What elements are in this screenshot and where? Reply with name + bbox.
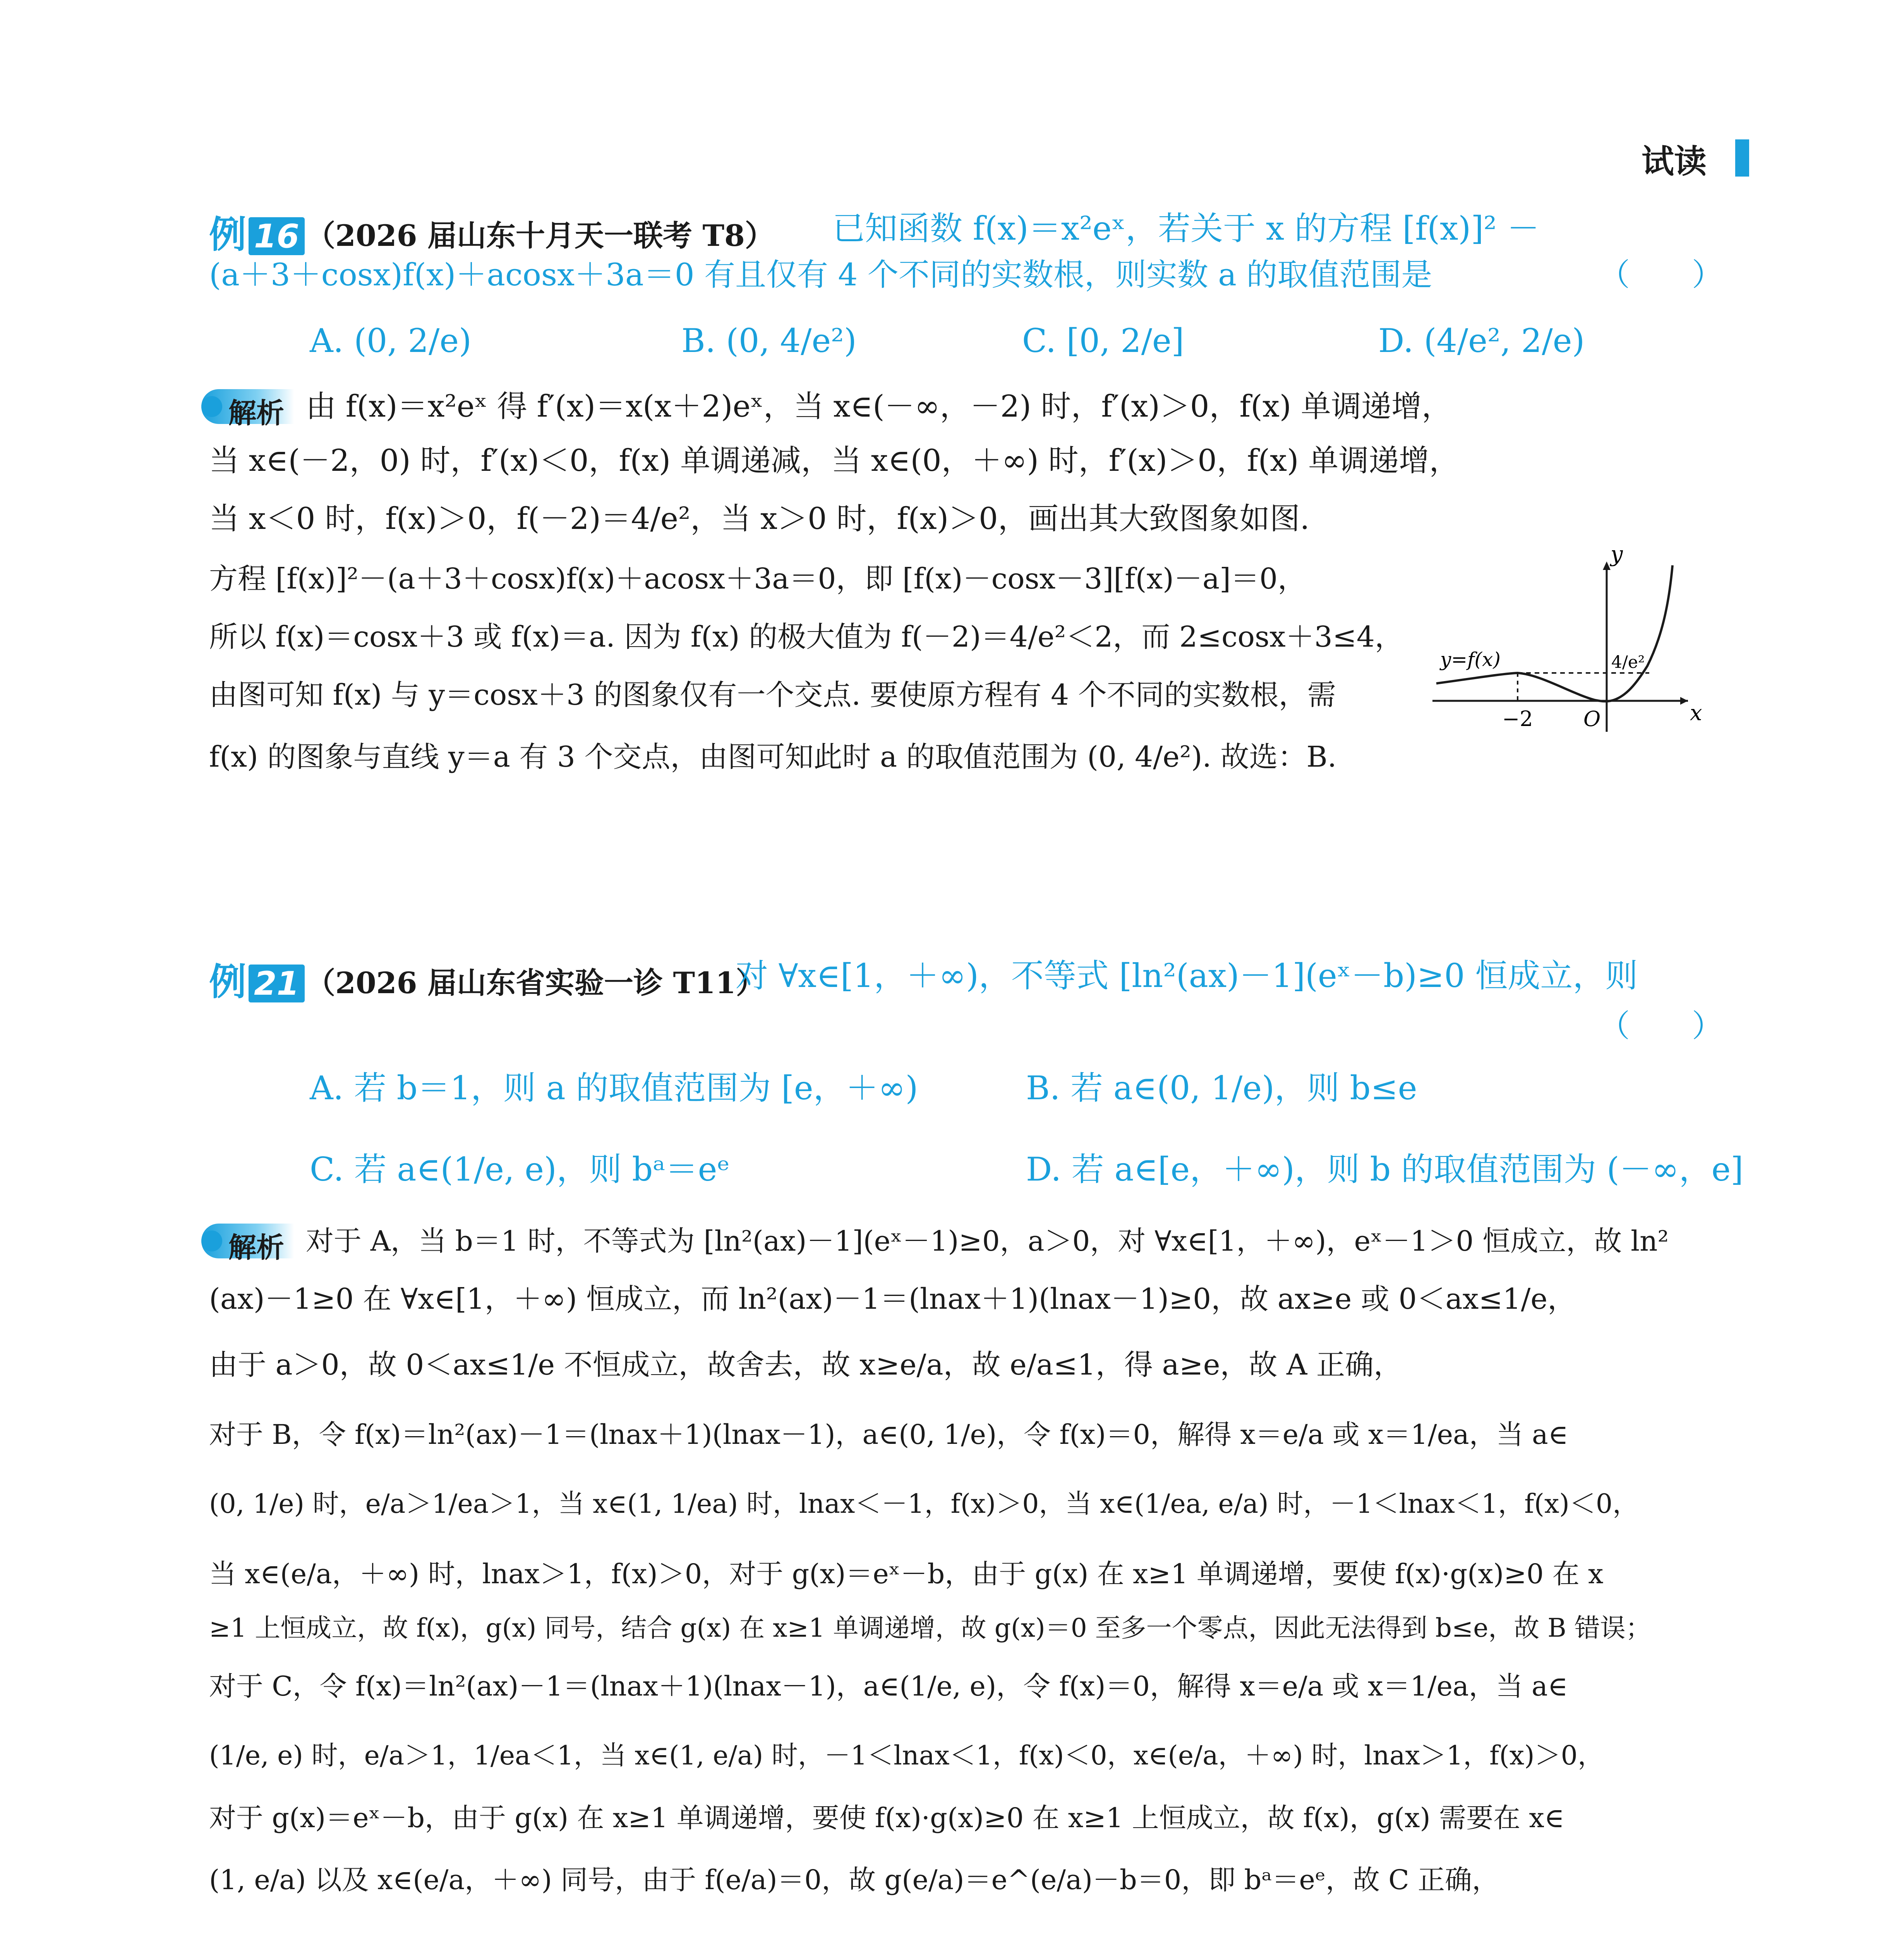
solution-badge-label: 解析 xyxy=(228,1231,285,1264)
ex21-solution-line: (ax)－1≥0 在 ∀x∈[1，＋∞) 恒成立，而 ln²(ax)－1＝(lnax＋1)(lnax－1)≥0，故 ax≥e 或 0＜ax≤1/e， xyxy=(209,1282,1576,1316)
graph-neg2-label: −2 xyxy=(1502,707,1533,731)
example-label: 例 xyxy=(209,960,246,1004)
example-21-tag xyxy=(209,953,305,1006)
example-16-stem-line1: 已知函数 f(x)＝x²eˣ，若关于 x 的方程 [f(x)]² － xyxy=(832,209,1540,247)
example-16-option-a: A. (0, 2/e) xyxy=(310,322,472,360)
ex16-solution-line: 当 x＜0 时，f(x)＞0，f(－2)＝4/e²，当 x＞0 时，f(x)＞0，画出其大致图象如图. xyxy=(209,501,1310,536)
graph-origin-label: O xyxy=(1583,707,1601,731)
solution-badge-16 xyxy=(201,389,294,429)
example-16-source: （2026 届山东十月天一联考 T8） xyxy=(306,218,774,253)
example-21-source: （2026 届山东省实验一诊 T11） xyxy=(306,966,765,1000)
example-number: 16 xyxy=(249,217,305,255)
ex21-solution-line: (1, e/a) 以及 x∈(e/a，＋∞) 同号，由于 f(e/a)＝0，故 g(e/a)＝e^(e/a)－b＝0，即 bᵃ＝eᵉ，故 C 正确， xyxy=(209,1864,1499,1896)
example-16-tag xyxy=(209,205,305,258)
ex16-solution-line: f(x) 的图象与直线 y＝a 有 3 个交点，由图可知此时 a 的取值范围为 (0, 4/e²). 故选：B. xyxy=(209,740,1337,774)
ex21-solution-line: 对于 B，令 f(x)＝ln²(ax)－1＝(lnax＋1)(lnax－1)，a∈(0, 1/e)，令 f(x)＝0，解得 x＝e/a 或 x＝1/ea，当 a∈ xyxy=(209,1419,1568,1450)
graph-y-label: y xyxy=(1611,550,1623,567)
ex16-solution-line: 由图可知 f(x) 与 y＝cosx＋3 的图象仅有一个交点. 要使原方程有 4 个不同的实数根，需 xyxy=(209,678,1336,712)
example-21-option-a: A. 若 b＝1，则 a 的取值范围为 [e，＋∞) xyxy=(310,1069,918,1107)
badge-dot xyxy=(201,1231,222,1251)
example-16-answer-bracket: （ ） xyxy=(1599,257,1723,293)
ex21-solution-line: 当 x∈(e/a，＋∞) 时，lnax＞1，f(x)＞0，对于 g(x)＝eˣ－b，由于 g(x) 在 x≥1 单调递增，要使 f(x)·g(x)≥0 在 x xyxy=(209,1558,1604,1590)
ex21-solution-line: 对于 g(x)＝eˣ－b，由于 g(x) 在 x≥1 单调递增，要使 f(x)·g(x)≥0 在 x≥1 上恒成立，故 f(x)，g(x) 需要在 x∈ xyxy=(209,1802,1564,1834)
y-axis-arrow xyxy=(1603,561,1611,570)
ex16-solution-line: 由 f(x)＝x²eˣ 得 f′(x)＝x(x＋2)eˣ，当 x∈(－∞，－2) 时，f′(x)＞0，f(x) 单调递增， xyxy=(306,389,1452,424)
graph-x-label: x xyxy=(1690,700,1702,726)
ex16-solution-line: 当 x∈(－2，0) 时，f′(x)＜0，f(x) 单调递减，当 x∈(0，＋∞) 时，f′(x)＞0，f(x) 单调递增， xyxy=(209,443,1460,478)
graph-peak-label: 4/e² xyxy=(1611,652,1645,672)
ex21-solution-line: (0, 1/e) 时，e/a＞1/ea＞1，当 x∈(1, 1/ea) 时，lnax＜－1，f(x)＞0，当 x∈(1/ea, e/a) 时，－1＜lnax＜1，f(x)＜0， xyxy=(209,1489,1639,1519)
x-axis-arrow xyxy=(1680,697,1688,705)
ex16-solution-line: 方程 [f(x)]²－(a＋3＋cosx)f(x)＋acosx＋3a＝0，即 [f(x)－cosx－3][f(x)－a]＝0， xyxy=(209,562,1307,596)
graph-curve-label: y=f(x) xyxy=(1440,648,1501,671)
ex21-solution-line: 对于 A，当 b＝1 时，不等式为 [ln²(ax)－1](eˣ－1)≥0，a＞0，对 ∀x∈[1，＋∞)，eˣ－1＞0 恒成立，故 ln² xyxy=(306,1225,1669,1257)
ex16-solution-line: 所以 f(x)＝cosx＋3 或 f(x)＝a. 因为 f(x) 的极大值为 f(－2)＝4/e²＜2，而 2≤cosx＋3≤4， xyxy=(209,620,1403,654)
example-16-option-b: B. (0, 4/e²) xyxy=(681,322,857,360)
solution-badge-21 xyxy=(201,1224,294,1264)
example-16-stem-line2: (a＋3＋cosx)f(x)＋acosx＋3a＝0 有且仅有 4 个不同的实数根，则实数 a 的取值范围是 xyxy=(209,257,1432,293)
ex21-solution-line: (1/e, e) 时，e/a＞1，1/ea＜1，当 x∈(1, e/a) 时，－1＜lnax＜1，f(x)＜0，x∈(e/a，＋∞) 时，lnax＞1，f(x)＞0， xyxy=(209,1740,1604,1771)
example-21-answer-bracket: （ ） xyxy=(1599,1008,1723,1044)
function-graph xyxy=(1432,550,1719,736)
example-21-stem: 对 ∀x∈[1，＋∞)，不等式 [ln²(ax)－1](eˣ－b)≥0 恒成立，则 xyxy=(736,957,1638,995)
example-16-option-c: C. [0, 2/e] xyxy=(1022,322,1184,360)
header-accent-bar xyxy=(1735,139,1749,177)
solution-badge-label: 解析 xyxy=(228,397,285,429)
example-21-option-b: B. 若 a∈(0, 1/e)，则 b≤e xyxy=(1026,1069,1417,1107)
ex21-solution-line: ≥1 上恒成立，故 f(x)，g(x) 同号，结合 g(x) 在 x≥1 单调递增，故 g(x)＝0 至多一个零点，因此无法得到 b≤e，故 B 错误； xyxy=(209,1613,1651,1643)
example-label: 例 xyxy=(209,213,246,256)
ex21-solution-line: 对于 C，令 f(x)＝ln²(ax)－1＝(lnax＋1)(lnax－1)，a∈(1/e, e)，令 f(x)＝0，解得 x＝e/a 或 x＝1/ea，当 a∈ xyxy=(209,1670,1568,1702)
ex21-solution-line: 由于 a＞0，故 0＜ax≤1/e 不恒成立，故舍去，故 x≥e/a，故 e/a≤1，得 a≥e，故 A 正确， xyxy=(209,1348,1402,1382)
curve-f xyxy=(1436,565,1672,701)
example-21-option-d: D. 若 a∈[e，＋∞)，则 b 的取值范围为 (－∞，e] xyxy=(1026,1150,1744,1188)
badge-dot xyxy=(201,396,222,417)
example-number: 21 xyxy=(249,965,305,1002)
example-16-option-d: D. (4/e², 2/e) xyxy=(1378,322,1585,360)
page-header-title: 试读 xyxy=(1641,142,1707,180)
example-21-option-c: C. 若 a∈(1/e, e)，则 bᵃ＝eᵉ xyxy=(310,1150,730,1188)
